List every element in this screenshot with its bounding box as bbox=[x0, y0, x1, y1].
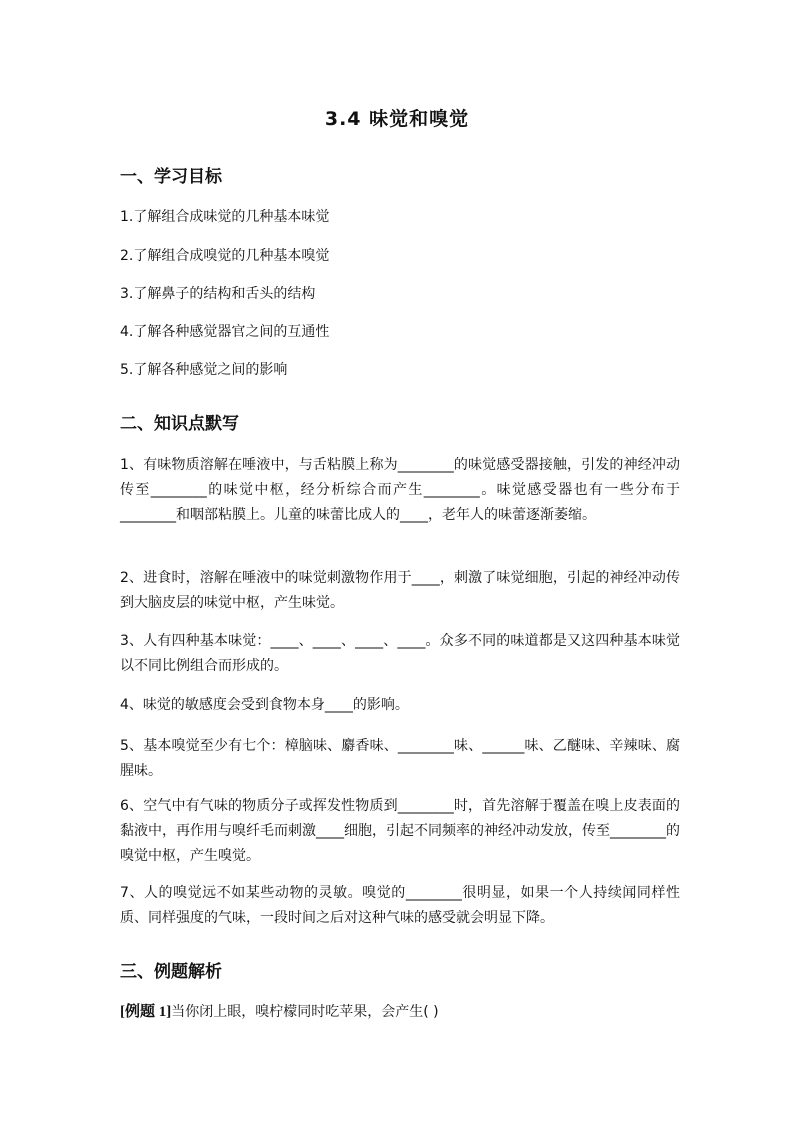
knowledge-item: 3、人有四种基本味觉：____、____、____、____。众多不同的味道都是又这四种基本味觉以不同比例组合而形成的。 bbox=[120, 633, 680, 674]
section-heading-knowledge: 二、知识点默写 bbox=[120, 414, 239, 434]
objective-item: 5.了解各种感觉之间的影响 bbox=[120, 362, 288, 378]
knowledge-item: 6、空气中有气味的物质分子或挥发性物质到________时，首先溶解于覆盖在嗅上皮表面的黏液中，再作用与嗅纤毛而刺激____细胞，引起不同频率的神经冲动发放，传至________的嗅觉中枢，产生嗅觉。 bbox=[120, 798, 680, 864]
knowledge-item: 4、味觉的敏感度会受到食物本身____的影响。 bbox=[120, 697, 409, 713]
example-item bbox=[120, 1002, 439, 1022]
knowledge-item: 1、有味物质溶解在唾液中，与舌粘膜上称为________的味觉感受器接触，引发的神经冲动传至________的味觉中枢，经分析综合而产生________。味觉感受器也有一些分布于________和咽部粘膜上。儿童的味蕾比成人的____，老年人的味蕾逐渐萎缩。 bbox=[120, 457, 680, 523]
section-heading-examples: 三、例题解析 bbox=[120, 962, 222, 982]
section-heading-goals: 一、学习目标 bbox=[120, 167, 222, 187]
knowledge-item: 7、人的嗅觉远不如某些动物的灵敏。嗅觉的________很明显，如果一个人持续闻同样性质、同样强度的气味，一段时间之后对这种气味的感受就会明显下降。 bbox=[120, 885, 680, 926]
objective-item: 4.了解各种感觉器官之间的互通性 bbox=[120, 324, 330, 340]
example-text: 当你闭上眼，嗅柠檬同时吃苹果，会产生( ) bbox=[171, 1004, 439, 1020]
example-tag: [例题 1] bbox=[120, 1004, 172, 1020]
objective-item: 3.了解鼻子的结构和舌头的结构 bbox=[120, 286, 316, 302]
objective-item: 2.了解组合成嗅觉的几种基本嗅觉 bbox=[120, 248, 330, 264]
knowledge-item: 2、进食时，溶解在唾液中的味觉刺激物作用于____，刺激了味觉细胞，引起的神经冲动传到大脑皮层的味觉中枢，产生味觉。 bbox=[120, 570, 680, 611]
knowledge-item: 5、基本嗅觉至少有七个：樟脑味、麝香味、________味、______味、乙醚味、辛辣味、腐腥味。 bbox=[120, 738, 680, 779]
page-title: 3.4 味觉和嗅觉 bbox=[324, 108, 470, 130]
objective-item: 1.了解组合成味觉的几种基本味觉 bbox=[120, 209, 330, 225]
